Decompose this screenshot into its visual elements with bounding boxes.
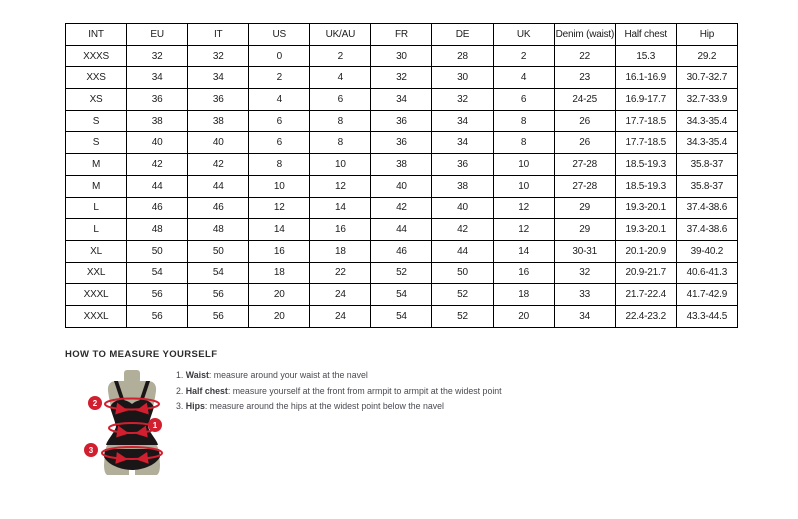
table-cell: 23: [554, 67, 615, 89]
table-cell: 16.1-16.9: [615, 67, 676, 89]
table-cell: 22: [310, 262, 371, 284]
chest-marker-number: 2: [92, 399, 98, 408]
table-cell: 4: [493, 67, 554, 89]
table-cell: XXL: [66, 262, 127, 284]
table-cell: XXS: [66, 67, 127, 89]
table-cell: 8: [310, 110, 371, 132]
table-cell: 36: [371, 110, 432, 132]
table-cell: 35.8-37: [676, 154, 737, 176]
table-cell: 4: [310, 67, 371, 89]
table-cell: 24-25: [554, 89, 615, 111]
table-cell: 56: [127, 305, 188, 327]
table-cell: 12: [493, 219, 554, 241]
size-table-body: [66, 45, 738, 327]
table-cell: 50: [188, 240, 249, 262]
column-header: Hip: [676, 24, 737, 46]
table-cell: 20.1-20.9: [615, 240, 676, 262]
table-cell: 52: [371, 262, 432, 284]
measurement-figure-illustration: [77, 366, 189, 514]
column-header: IT: [188, 24, 249, 46]
table-cell: 14: [249, 219, 310, 241]
table-cell: 10: [493, 175, 554, 197]
table-cell: 34: [432, 132, 493, 154]
table-cell: 27-28: [554, 154, 615, 176]
table-cell: 29: [554, 219, 615, 241]
table-cell: 8: [493, 110, 554, 132]
table-row: [66, 240, 738, 262]
table-cell: 32: [127, 45, 188, 67]
table-cell: XXXL: [66, 305, 127, 327]
table-cell: 14: [310, 197, 371, 219]
column-header: FR: [371, 24, 432, 46]
table-cell: 32.7-33.9: [676, 89, 737, 111]
table-cell: 36: [432, 154, 493, 176]
table-cell: 46: [127, 197, 188, 219]
table-cell: 32: [554, 262, 615, 284]
table-cell: 18: [493, 284, 554, 306]
measure-steps: [176, 368, 502, 415]
table-cell: 46: [188, 197, 249, 219]
table-cell: 44: [127, 175, 188, 197]
hips-marker-number: 3: [88, 446, 94, 455]
table-cell: 6: [310, 89, 371, 111]
table-cell: 2: [249, 67, 310, 89]
table-cell: 56: [127, 284, 188, 306]
table-cell: 21.7-22.4: [615, 284, 676, 306]
table-cell: 42: [432, 219, 493, 241]
table-cell: 19.3-20.1: [615, 219, 676, 241]
table-cell: 16: [249, 240, 310, 262]
table-row: [66, 284, 738, 306]
column-header: INT: [66, 24, 127, 46]
table-cell: 37.4-38.6: [676, 197, 737, 219]
table-cell: 16: [493, 262, 554, 284]
table-cell: 38: [371, 154, 432, 176]
table-cell: 32: [188, 45, 249, 67]
measure-step: 3. Hips: measure around the hips at the widest point below the navel: [176, 401, 444, 412]
table-cell: 30-31: [554, 240, 615, 262]
table-cell: 40: [127, 132, 188, 154]
table-row: [66, 197, 738, 219]
table-cell: 54: [371, 305, 432, 327]
table-cell: 20: [493, 305, 554, 327]
table-cell: M: [66, 175, 127, 197]
table-cell: 56: [188, 284, 249, 306]
column-header: UK: [493, 24, 554, 46]
column-header: DE: [432, 24, 493, 46]
table-cell: XXXL: [66, 284, 127, 306]
table-cell: 46: [371, 240, 432, 262]
table-cell: 20: [249, 284, 310, 306]
table-cell: 34: [554, 305, 615, 327]
table-cell: 28: [432, 45, 493, 67]
table-cell: 54: [371, 284, 432, 306]
column-header: EU: [127, 24, 188, 46]
table-cell: 18: [249, 262, 310, 284]
table-cell: 41.7-42.9: [676, 284, 737, 306]
column-header: UK/AU: [310, 24, 371, 46]
table-cell: 8: [493, 132, 554, 154]
column-header: Denim (waist): [554, 24, 615, 46]
table-cell: 52: [432, 284, 493, 306]
table-cell: 38: [432, 175, 493, 197]
table-cell: 34.3-35.4: [676, 110, 737, 132]
table-row: [66, 219, 738, 241]
measure-section-title: HOW TO MEASURE YOURSELF: [65, 349, 218, 360]
table-cell: 40: [188, 132, 249, 154]
table-cell: 6: [249, 132, 310, 154]
table-cell: 26: [554, 110, 615, 132]
table-cell: 10: [493, 154, 554, 176]
table-cell: 44: [188, 175, 249, 197]
size-table-header-row: [66, 24, 738, 46]
size-table: [65, 23, 738, 328]
table-cell: 34: [432, 110, 493, 132]
table-cell: 50: [127, 240, 188, 262]
table-cell: 20.9-21.7: [615, 262, 676, 284]
table-cell: 33: [554, 284, 615, 306]
size-table-wrap: [65, 23, 738, 328]
measure-step: 2. Half chest: measure yourself at the front from armpit to armpit at the widest point: [176, 385, 502, 396]
table-cell: 18.5-19.3: [615, 154, 676, 176]
table-cell: 12: [249, 197, 310, 219]
table-row: [66, 175, 738, 197]
table-cell: 42: [127, 154, 188, 176]
table-cell: 48: [127, 219, 188, 241]
table-cell: 20: [249, 305, 310, 327]
table-cell: 24: [310, 305, 371, 327]
table-cell: 40.6-41.3: [676, 262, 737, 284]
table-row: [66, 89, 738, 111]
table-cell: 40: [432, 197, 493, 219]
table-cell: 48: [188, 219, 249, 241]
table-cell: 42: [371, 197, 432, 219]
table-cell: 44: [432, 240, 493, 262]
table-cell: M: [66, 154, 127, 176]
table-cell: 34: [127, 67, 188, 89]
table-row: [66, 305, 738, 327]
table-cell: 29.2: [676, 45, 737, 67]
table-cell: 15.3: [615, 45, 676, 67]
table-cell: 29: [554, 197, 615, 219]
table-cell: 38: [188, 110, 249, 132]
table-cell: XS: [66, 89, 127, 111]
table-cell: L: [66, 197, 127, 219]
table-cell: 0: [249, 45, 310, 67]
table-cell: 37.4-38.6: [676, 219, 737, 241]
table-cell: 17.7-18.5: [615, 132, 676, 154]
table-cell: XXXS: [66, 45, 127, 67]
table-cell: 17.7-18.5: [615, 110, 676, 132]
table-cell: 22: [554, 45, 615, 67]
table-cell: 39-40.2: [676, 240, 737, 262]
table-cell: 56: [188, 305, 249, 327]
table-cell: 8: [249, 154, 310, 176]
waist-marker-number: 1: [152, 421, 158, 430]
table-cell: 30.7-32.7: [676, 67, 737, 89]
table-cell: 38: [127, 110, 188, 132]
table-cell: 18.5-19.3: [615, 175, 676, 197]
table-cell: 36: [188, 89, 249, 111]
table-row: [66, 262, 738, 284]
table-cell: 36: [371, 132, 432, 154]
table-cell: 4: [249, 89, 310, 111]
table-cell: 16: [310, 219, 371, 241]
table-cell: 54: [188, 262, 249, 284]
table-row: [66, 110, 738, 132]
table-cell: 12: [493, 197, 554, 219]
table-row: [66, 45, 738, 67]
table-cell: 36: [127, 89, 188, 111]
table-cell: 2: [493, 45, 554, 67]
table-cell: 26: [554, 132, 615, 154]
table-cell: 27-28: [554, 175, 615, 197]
table-cell: 32: [371, 67, 432, 89]
table-cell: 50: [432, 262, 493, 284]
table-cell: 42: [188, 154, 249, 176]
table-cell: L: [66, 219, 127, 241]
table-cell: 19.3-20.1: [615, 197, 676, 219]
table-cell: 54: [127, 262, 188, 284]
table-cell: S: [66, 110, 127, 132]
table-cell: 34: [371, 89, 432, 111]
table-cell: 30: [432, 67, 493, 89]
table-row: [66, 132, 738, 154]
table-cell: 43.3-44.5: [676, 305, 737, 327]
table-cell: 40: [371, 175, 432, 197]
table-cell: 24: [310, 284, 371, 306]
table-cell: 10: [310, 154, 371, 176]
table-cell: 2: [310, 45, 371, 67]
table-row: [66, 154, 738, 176]
table-cell: 34.3-35.4: [676, 132, 737, 154]
measure-step: 1. Waist: measure around your waist at the navel: [176, 370, 368, 380]
table-cell: 22.4-23.2: [615, 305, 676, 327]
table-cell: 32: [432, 89, 493, 111]
column-header: Half chest: [615, 24, 676, 46]
table-cell: 34: [188, 67, 249, 89]
table-cell: 12: [310, 175, 371, 197]
table-cell: 6: [493, 89, 554, 111]
table-row: [66, 67, 738, 89]
table-cell: 16.9-17.7: [615, 89, 676, 111]
table-cell: 8: [310, 132, 371, 154]
table-cell: S: [66, 132, 127, 154]
column-header: US: [249, 24, 310, 46]
table-cell: 10: [249, 175, 310, 197]
table-cell: XL: [66, 240, 127, 262]
table-cell: 6: [249, 110, 310, 132]
table-cell: 30: [371, 45, 432, 67]
table-cell: 52: [432, 305, 493, 327]
table-cell: 44: [371, 219, 432, 241]
table-cell: 35.8-37: [676, 175, 737, 197]
table-cell: 14: [493, 240, 554, 262]
table-cell: 18: [310, 240, 371, 262]
